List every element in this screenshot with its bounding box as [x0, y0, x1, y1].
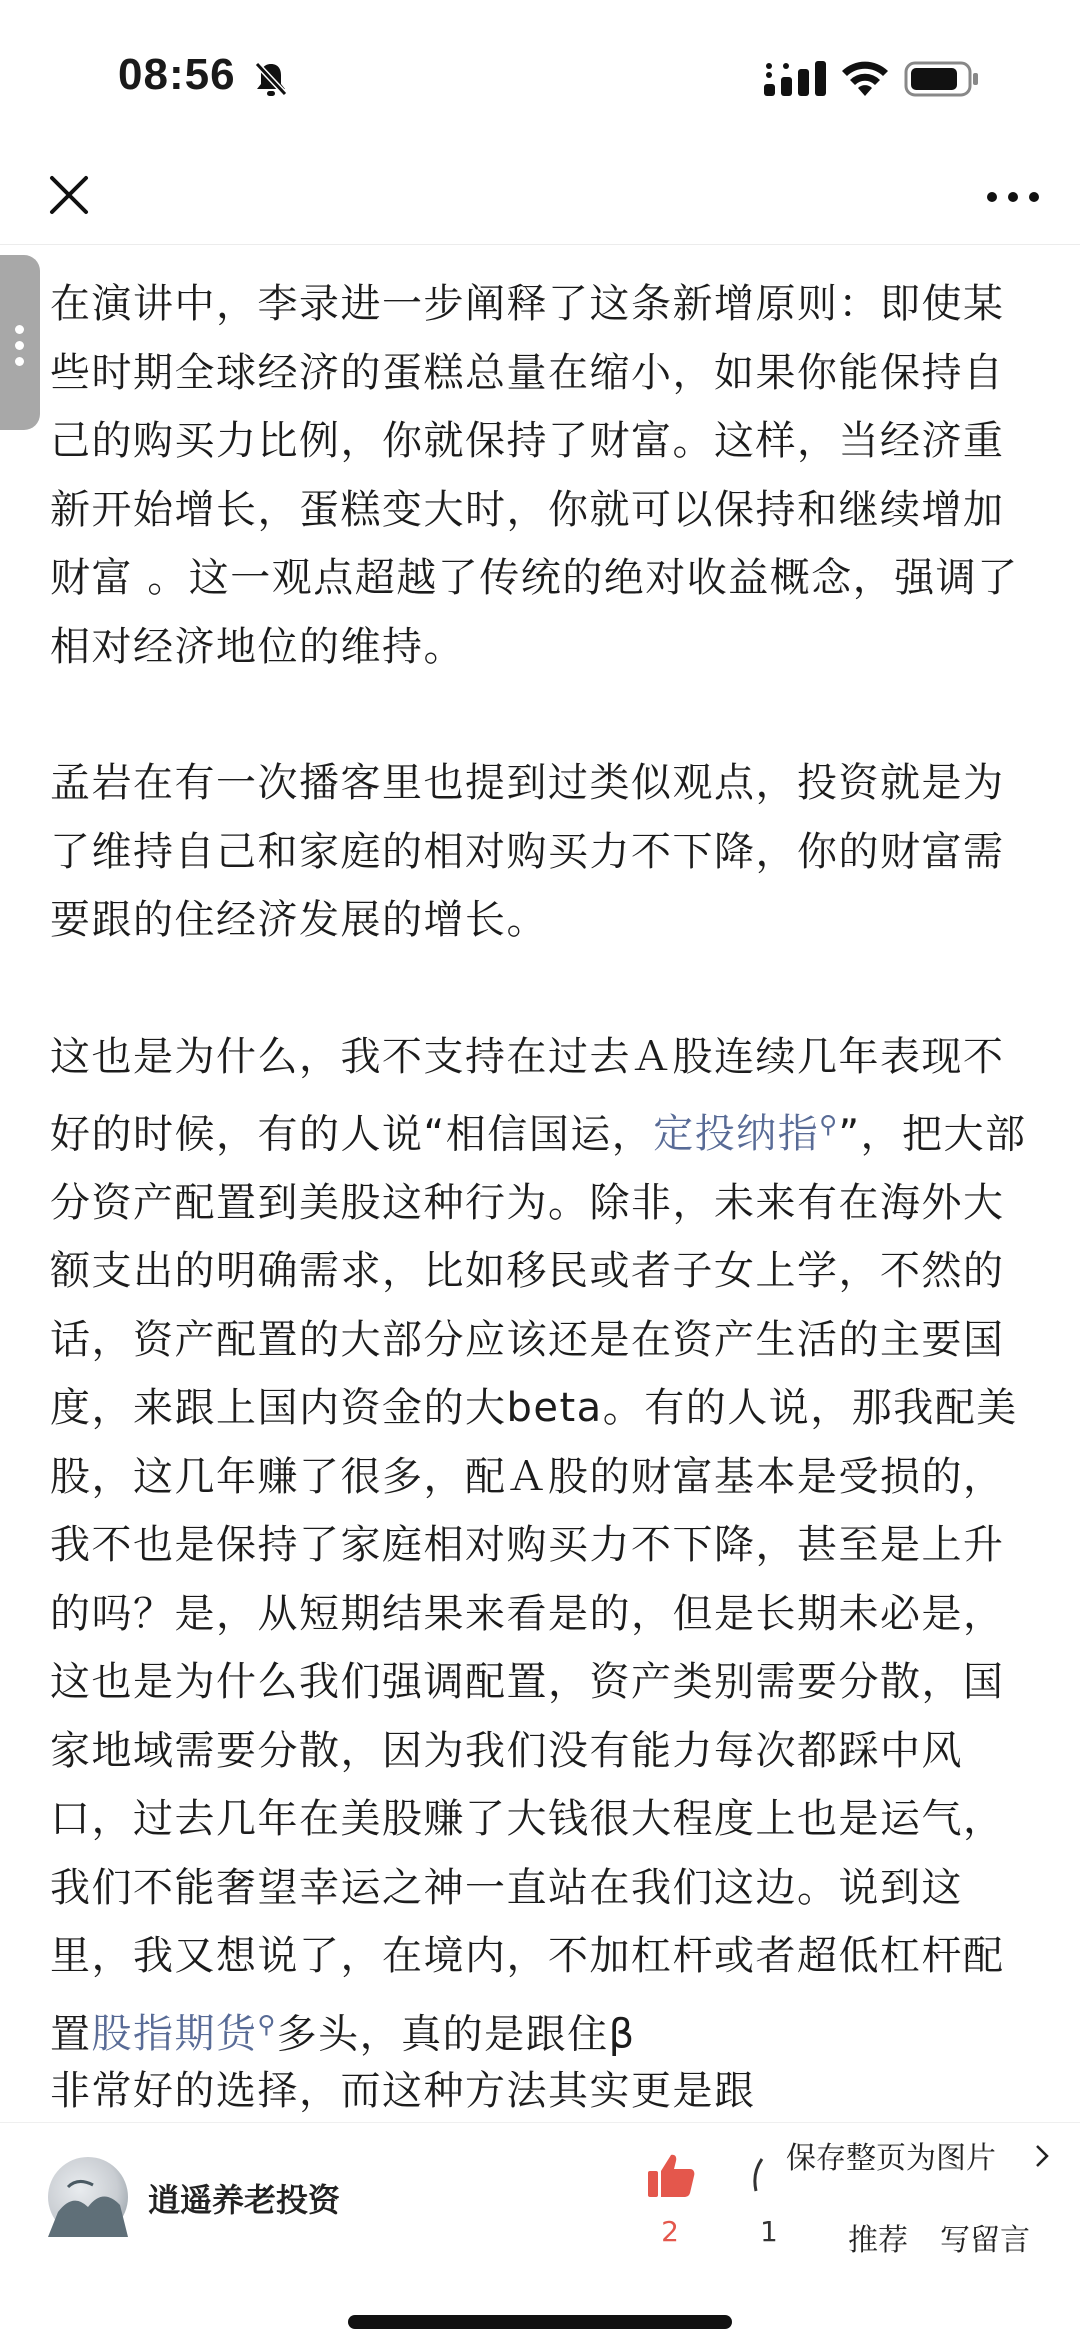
- handle-dot: [15, 325, 24, 334]
- article-paragraph: 孟岩在有一次播客里也提到过类似观点，投资就是为了维持自己和家庭的相对购买力不下降，你的财富需要跟的住经济发展的增长。: [50, 760, 1005, 943]
- save-page-as-image-button[interactable]: 保存整页为图片: [786, 2141, 996, 2176]
- search-link-index-futures[interactable]: [92, 2011, 277, 2057]
- search-icon: ⚲: [819, 1111, 839, 1139]
- link-text[interactable]: 股指期货: [91, 2011, 258, 2058]
- wifi-icon: [840, 58, 890, 98]
- recommend-button[interactable]: 推荐: [848, 2223, 908, 2258]
- share-icon[interactable]: [750, 2155, 764, 2195]
- chevron-right-icon: [1032, 2141, 1052, 2171]
- write-comment-button[interactable]: 写留言: [940, 2223, 1030, 2258]
- home-indicator[interactable]: [348, 2315, 732, 2329]
- partial-text-line: [50, 2068, 1035, 2122]
- link-text[interactable]: 定投纳指: [653, 1111, 820, 1158]
- partial-text: 非常好的选择，而这种方法其实更是跟: [50, 2068, 756, 2114]
- paragraph-text: 这也是为什么，我不支持在过去Ａ股连续几年表现不好的时候，有的人说“相信国运，: [50, 1033, 1005, 1158]
- thumbs-up-icon[interactable]: [646, 2151, 696, 2201]
- more-icon[interactable]: [978, 172, 1048, 222]
- status-bar: [0, 0, 1080, 150]
- status-time: 08:56: [118, 50, 236, 99]
- search-link-nasdaq[interactable]: [653, 1111, 838, 1157]
- handle-dot: [15, 357, 24, 366]
- paragraph-text: 多头，真的是跟住β: [276, 2011, 636, 2058]
- share-count: 1: [760, 2215, 778, 2248]
- search-icon: ⚲: [257, 2010, 277, 2039]
- floating-handle[interactable]: [0, 255, 40, 430]
- avatar-image: [48, 2157, 128, 2237]
- article-body: [50, 270, 1035, 2069]
- paragraph-text: ”，把大部分资产配置到美股这种行为。除非，未来有在海外大额支出的明确需求，比如移民或者子女上学，不然的话，资产配置的大部分应该还是在资产生活的主要国度，来跟上国内资金的大beta。有的人说，那我配美股，这几年赚了很多，配Ａ股的财富基本是受损的，我不也是保持了家庭相对购买力不下降，甚至是上升的吗？是，从短期结果来看是的，但是长期未必是，这也是为什么我们强调配置，资产类别需要分散，国家地域需要分散，因为我们没有能力每次都踩中风口，过去几年在美股赚了大钱很大程度上也是运气，我们不能奢望幸运之神一直站在我们这边。说到这里，我又想说了，在境内，不加杠杆或者超低杠杆配置: [50, 1111, 1027, 2058]
- article-paragraph: [50, 1023, 1035, 2069]
- battery-icon: [904, 60, 980, 98]
- signal-icon: [764, 60, 830, 98]
- close-icon[interactable]: [44, 170, 94, 220]
- handle-dot: [15, 341, 24, 350]
- bottom-action-bar: [0, 2122, 1080, 2347]
- author-avatar[interactable]: [48, 2157, 128, 2237]
- bell-slash-icon: [253, 60, 289, 98]
- like-count: 2: [661, 2215, 679, 2248]
- author-name[interactable]: 逍遥养老投资: [148, 2181, 341, 2219]
- nav-bar: [0, 150, 1080, 245]
- article-paragraph: 在演讲中，李录进一步阐释了这条新增原则：即使某些时期全球经济的蛋糕总量在缩小，如果你能保持自己的购买力比例，你就保持了财富。这样，当经济重新开始增长，蛋糕变大时，你就可以保持和继续增加财富 。这一观点超越了传统的绝对收益概念，强调了相对经济地位的维持。: [50, 281, 1019, 670]
